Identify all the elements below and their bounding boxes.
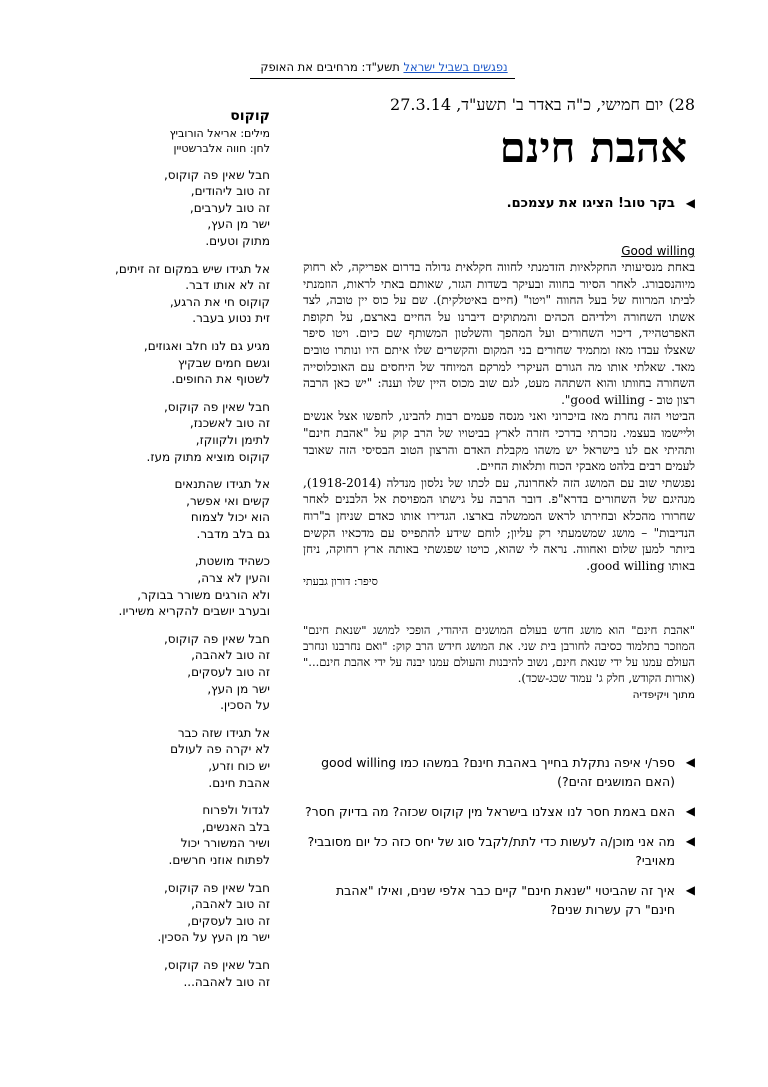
song-line: לגדול ולפרוח <box>202 803 270 818</box>
bullet-arrow-icon: ◀ <box>685 804 695 819</box>
question-text: ספר/י איפה נתקלת בחייך באהבת חינם? במשהו כמו good willing (האם המושגים זהים?) <box>321 755 675 790</box>
header-link[interactable]: נפגשים בשביל ישראל <box>403 60 508 74</box>
greeting <box>303 194 695 213</box>
song-line: ובערב יושבים להקריא משיריו. <box>118 604 270 619</box>
song-line: זה לא אותו דבר. <box>185 278 270 293</box>
page-title: אהבת חינם <box>499 123 687 172</box>
story-paragraph: הביטוי הזה נחרת מאז בזיכרוני ואני מנסה פעמים רבות להבינו, לחפשו אצל אנשים וליישמו בעצמי. נזכרתי בדרכי חזרה לארץ בביטויו של הרב קוק על "אהבת חינם" ותהיתי אם לנו בישראל יש משהו מקבלת האדם והרצון הטוב הבסיסי הזה שאובד לעמים רבים בלהט מאבקי הכוח ותלאות החיים. <box>303 409 695 474</box>
song-line: מתוק וטעים. <box>205 233 270 248</box>
song-line: אל תגידו שהתנאים <box>174 477 270 492</box>
song-line: ישר מן העץ על הסכין. <box>157 930 270 945</box>
song-verse <box>54 725 270 791</box>
song-line: זית נטוע בעבר. <box>192 311 270 326</box>
song-verse <box>54 631 270 714</box>
song-line: כשהיד מושטת, <box>194 554 270 569</box>
question-item <box>303 753 695 791</box>
song-line: וגשם חמים שבקיץ <box>177 355 270 370</box>
song-line: קשים ואי אפשר, <box>186 493 270 508</box>
story-signature: סיפר: דורון גבעתי <box>303 575 378 589</box>
song-line: קוקוס חי את הרגע, <box>169 294 270 309</box>
story-paragraph: נפגשתי שוב עם המושג הזה לאחרונה, עם לכתו של נלסון מנדלה (1918-2014), מנהיגם של השחורים בדרא"פ. דובר הרבה על גישתו המפויסת אל הלבנים לאחר שחרורו מהכלא ובחירתו לראש הממשלה בארצו. הגדירו אותו כאדם שניחן ב"רוח הנדיבות" – מושג שמשמעתי רק עליון; לוחם שידע להתפייס עם מדכאיו הקשים ביותר למען שלום ואחווה. נראה לי שהוא, כויטו שפגשתי באותה ארץ רחוקה, ניחן באותו good willing. <box>303 475 695 573</box>
song-line: זה טוב לעסקים, <box>187 665 270 680</box>
song-line: לשטוף את החופים. <box>171 372 270 387</box>
header-text: תשע"ד: מרחיבים את האופק <box>260 60 404 74</box>
song-line: חבל שאין פה קוקוס, <box>163 957 270 972</box>
song-line: אל תגידו שיש במקום זה זיתים, <box>115 261 270 276</box>
song-line: והעין לא צרה, <box>197 571 270 586</box>
header-divider <box>250 78 515 79</box>
song-verse <box>54 399 270 465</box>
song-verse <box>54 261 270 327</box>
bullet-arrow-icon: ◀ <box>685 883 695 898</box>
song-column <box>54 108 270 990</box>
quote-source: מתוך ויקיפדיה <box>632 689 695 702</box>
story-paragraph: באחת מנסיעותי החקלאיות הזדמנתי לחווה חקלאית גדולה בדרום אפריקה, לא רחוק מיוהנסבורג. לאחר הסיור בחווה ובעיקר בשדות הגזר, שאותם באתי לראות, הוזמנתי לביתו המרווח של בעל החווה "ויטו" (חיים באיטלקית). שם על כוס יין טובה, לצד אשתו השחורה וילדיהם הכהים והמתוקים דיברנו על החיים בארצם, על תקופת האפרטהייד, דיכוי השחורים ועל המהפך והשלטון המשותף שם כיום. ויטו סיפר שאצלו עבדו מאז ומתמיד שחורים בני המקום והקשרים שלו איתם היו ונותרו טובים מאד. שאלתי אותו מה הגורם העיקרי למרקם המיוחד של היחסים עם האוכלוסייה השחורה בחוותו והוא השתהה מעט, לגם שוב מכוס היין שלו וענה: "יש כאן הרבה רצון טוב - good willing". <box>303 260 695 407</box>
section-label: Good willing <box>621 244 695 258</box>
song-verse <box>54 802 270 868</box>
question-text: איך זה שהביטוי "שנאת חינם" קיים כבר אלפי שנים, ואילו "אהבת חינם" רק עשרות שנים? <box>335 883 675 918</box>
song-line: חבל שאין פה קוקוס, <box>163 880 270 895</box>
song-line: ישר מן העץ, <box>207 217 270 232</box>
song-line: לפתוח אוזני חרשים. <box>168 852 270 867</box>
song-line: הוא יכול לצמוח <box>190 510 270 525</box>
song-verse <box>54 553 270 619</box>
question-item <box>303 832 695 870</box>
song-verse <box>54 167 270 250</box>
question-item <box>303 881 695 919</box>
song-line: זה טוב לאשכנז, <box>189 416 270 431</box>
story <box>303 259 695 574</box>
main-column <box>303 92 695 930</box>
song-line: ולא הורגים משורר בבוקר, <box>137 587 270 602</box>
song-verse <box>54 476 270 542</box>
song-line: על הסכין. <box>220 698 270 713</box>
dateline: 28) יום חמישי, כ"ה באדר ב' תשע"ד, 27.3.14 <box>390 95 695 114</box>
music-credit: לחן: חווה אלברשטיין <box>173 141 270 155</box>
lyrics-credit: מילים: אריאל הורוביץ <box>169 126 270 140</box>
question-text: מה אני מוכן/ה לעשות כדי לתת/לקבל סוג של יחס כזה כל יום מסובבי? מאויבי? <box>307 834 675 869</box>
song-line: קוקוס מוציא מתוק מעז. <box>146 449 270 464</box>
song-verse <box>54 338 270 388</box>
song-line: גם בלב מדבר. <box>196 526 270 541</box>
bullet-arrow-icon: ◀ <box>685 755 695 770</box>
questions-list <box>303 753 695 919</box>
bullet-arrow-icon: ◀ <box>685 196 695 210</box>
song-lyrics <box>54 167 270 991</box>
question-text: האם באמת חסר לנו אצלנו בישראל מין קוקוס שכזה? מה בדיוק חסר? <box>304 804 675 820</box>
song-line: לא יקרה פה לעולם <box>170 742 270 757</box>
song-line: מגיע גם לנו חלב ואגוזים, <box>143 338 270 353</box>
quote-text: "אהבת חינם" הוא מושג חדש בעולם המושגים היהודי, הופכי למושג "שנאת חינם" המוזכר בתלמוד כסיבה לחורבן בית שני. את המושג חידש הרב קוק: "ואם נחרבנו ונחרב העולם עמנו על ידי שנאת חינם, נשוב להיבנות והעולם עמנו יבנה על ידי אהבת חינם..." (אורות הקודש, חלק ג' עמוד שכג-שכד). <box>303 623 695 686</box>
song-line: זה טוב לערבים, <box>189 200 270 215</box>
song-line: זה טוב לאהבה, <box>191 897 270 912</box>
song-line: יש כוח וזרע, <box>208 759 270 773</box>
song-line: לתימן ולקווקז, <box>195 432 270 447</box>
song-line: חבל שאין פה קוקוס, <box>163 399 270 414</box>
song-line: ישר מן העץ, <box>207 681 270 696</box>
song-line: ושיר המשורר יכול <box>180 836 270 851</box>
song-line: בלב האנשים, <box>201 819 270 834</box>
song-line: חבל שאין פה קוקוס, <box>163 167 270 182</box>
song-line: זה טוב לאהבה... <box>183 974 270 989</box>
song-title: קוקוס <box>230 108 270 124</box>
song-line: זה טוב ליהודים, <box>190 184 270 199</box>
page-header <box>0 60 768 74</box>
song-verse <box>54 880 270 946</box>
song-line: זה טוב לאהבה, <box>191 648 270 663</box>
song-line: אל תגידו שזה כבר <box>177 725 270 740</box>
song-line: זה טוב לעסקים, <box>187 913 270 928</box>
song-line: אהבת חינם. <box>208 775 270 790</box>
greeting-text: בקר טוב! הציגו את עצמכם. <box>506 196 675 211</box>
question-item <box>303 802 695 821</box>
song-line: חבל שאין פה קוקוס, <box>163 631 270 646</box>
song-verse <box>54 957 270 990</box>
bullet-arrow-icon: ◀ <box>685 834 695 849</box>
